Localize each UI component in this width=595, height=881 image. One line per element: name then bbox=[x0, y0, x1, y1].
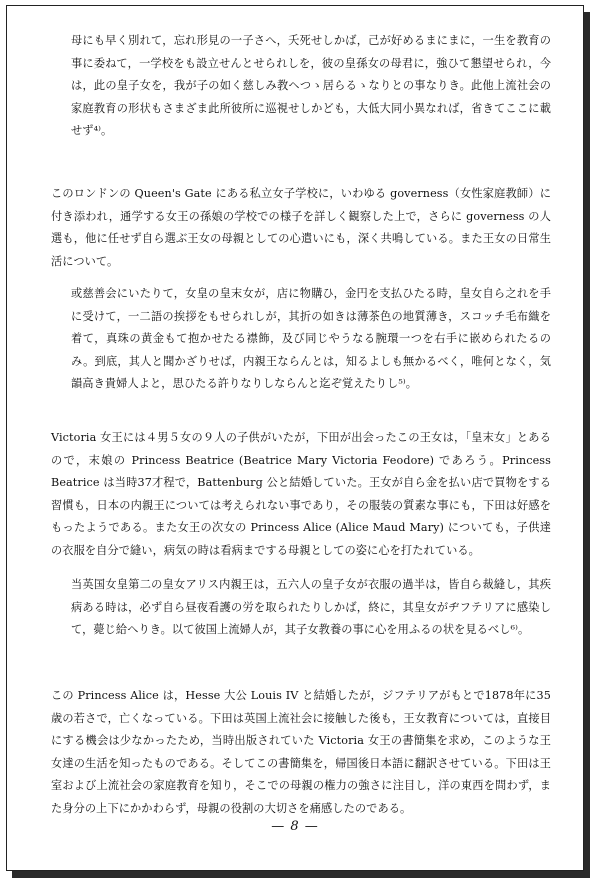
page-number: — 8 — bbox=[271, 819, 319, 834]
body-paragraph: この Princess Alice は，Hesse 大公 Louis IV と結婚したが，ジフテリアがもとで1878年に35歳の若さで，亡くなっている。下田は英国上流社会に接触した後も，王女教育については，直接目にする機会は少なかったため，当時出版されていた Victoria 女王の書簡集を求め，このような王女達の生活を知ったものである。そしてこの書簡集を，帰国後日本語に翻訳させている。下田は王室および上流社会の家庭教育を知り，そこでの母親の権力の強さに注目し，洋の東西を問わず，また身分の上下にかかわらず，母親の役割の大切さを痛感したのである。 bbox=[51, 689, 551, 815]
document-page bbox=[6, 5, 584, 871]
quote-paragraph: 或慈善会にいたりて，女皇の皇末女が，店に物購ひ，金円を支払ひたる時，皇女自ら之れを手に受けて，一二語の挨拶をもせられしが，其折の如きは薄茶色の地質薄き，スコッチ毛布織を着て，真珠の黄金もて抱かせたる襟飾，及び同じやうなる腕環一つを右手に嵌められたるのみ。到底，其人と聞かざりせば，内親王ならんとは，知るよしも無かるべく，唯何となく，気韻高き貴婦人よと，思ひたる許りなりしならんと迄ぞ覚えたりし⁵⁾。 bbox=[71, 287, 551, 390]
body-paragraph: このロンドンの Queen's Gate にある私立女子学校に，いわゆる governess（女性家庭教師）に付き添われ，通学する女王の孫娘の学校での様子を詳しく観察した上で，さらに governess の人選も，他に任せず自ら選ぶ王女の母親としての心遣いにも，深く共鳴している。また王女の日常生活について。 bbox=[51, 187, 551, 268]
quote-paragraph: 母にも早く別れて，忘れ形見の一子さへ，夭死せしかば，己が好めるまにまに，一生を教育の事に委ねて，一学校をも設立せんとせられしを，彼の皇孫女の母君に，強ひて懇望せられ，今は，此の皇子女を，我が子の如く慈しみ教ヘつゝ居らるゝなりとの事なりき。此他上流社会の家庭教育の形状もさまざま此所彼所に巡視せしかども，大低大同小異なれば，省きてここに載せず⁴⁾。 bbox=[71, 34, 551, 137]
quote-paragraph: 当英国女皇第二の皇女アリス内親王は，五六人の皇子女が衣服の過半は，皆自ら裁縫し，其疾病ある時は，必ず自ら昼夜看護の労を取られたりしかば，終に，其皇女がヂフテリアに感染して，薨じ給へりき。以て彼国上流婦人が，其子女教養の事に心を用ふるの状を見るべし⁶⁾。 bbox=[71, 578, 551, 636]
body-paragraph: Victoria 女王には４男５女の９人の子供がいたが，下田が出会ったこの王女は，「皇末女」とあるので，末娘の Princess Beatrice (Beatrice Mary Victoria Feodore) であろう。Princess Beatrice は当時37才程で，Battenburg 公と結婚していた。王女が自ら金を払い店で買物をする習慣も，日本の内親王については考えられない事であり，その服装の質素な事にも，下田は好感をもったようである。また女王の次女の Princess Alice (Alice Maud Mary) についても，子供達の衣服を自分で縫い，病気の時は看病までする母親としての姿に心を打たれている。 bbox=[51, 431, 551, 557]
